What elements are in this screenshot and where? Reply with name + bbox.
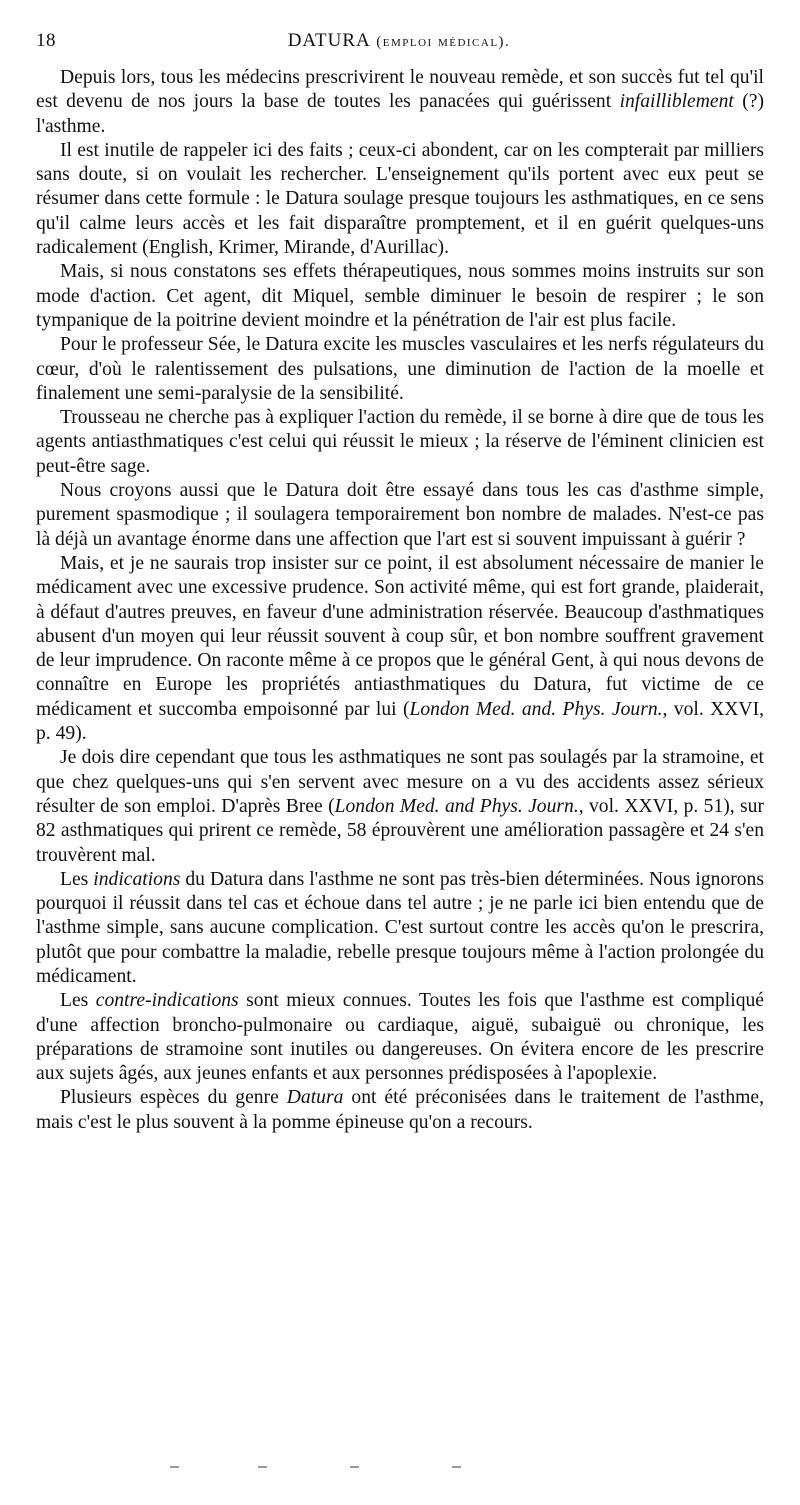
text-run: Les	[60, 990, 96, 1012]
text-run: (?) l'asthme.	[36, 91, 764, 137]
italic-text: London Med. and Phys. Journ.	[334, 795, 579, 817]
text-run: Trousseau ne cherche pas à expliquer l'action du remède, il se borne à dire que de tous les agents antiasthmatiques c'est celui qui réussit le mieux ; la réserve de l'éminent clinicien est peut-être sage.	[36, 407, 764, 477]
text-run: , vol. XXVI, p. 49).	[36, 698, 764, 745]
text-run: Plusieurs espèces du genre	[60, 1087, 287, 1109]
paragraph	[36, 66, 764, 139]
footer-marks	[0, 1466, 800, 1472]
paragraph	[36, 139, 764, 260]
footer-mark	[170, 1466, 179, 1468]
paragraph	[36, 552, 764, 746]
text-run: Nous croyons aussi que le Datura doit être essayé dans tous les cas d'asthme simple, purement spasmodique ; il soulagera temporairement bon nombre de malades. N'est-ce pas là déjà un avantage énorme dans une affection que l'art est si souvent impuissant à guérir ?	[36, 480, 764, 550]
page-number: 18	[36, 30, 56, 51]
paragraph	[36, 260, 764, 333]
text-run: Il est inutile de rappeler ici des faits ; ceux-ci abondent, car on les compterait par milliers sans doute, si on voulait les rechercher. L'enseignement qu'ils portent avec eux peut se résumer dans cette formule : le Datura soulage presque toujours les asthmatiques, en ce sens qu'il calme leurs accès et les fait disparaître promptement, et il en guérit quelques-uns radicalement (English, Krimer, Mirande, d'Aurillac).	[36, 139, 764, 259]
footer-mark	[258, 1466, 267, 1468]
paragraph	[36, 989, 764, 1086]
text-run: ont été préconisées dans le traitement de l'asthme, mais c'est le plus souvent à la pomme épineuse qu'on a recours.	[36, 1087, 764, 1133]
italic-text: London Med. and. Phys. Journ.	[409, 698, 663, 720]
body-text	[36, 66, 764, 1135]
running-head-title: DATURA	[287, 30, 371, 51]
paragraph	[36, 1086, 764, 1135]
text-run: Mais, et je ne saurais trop insister sur ce point, il est absolument nécessaire de manier le médicament avec une excessive prudence. Son activité même, qui est fort grande, plaiderait, à défaut d'autres preuves, en faveur d'une administration réservée. Beaucoup d'asthmatiques abusent d'un moyen qui leur réussit souvent à coup sûr, et bon nombre souffrent gravement de leur imprudence. On raconte même à ce propos que le général Gent, à qui nous devons de connaître en Europe les propriétés antiasthmatiques du Datura, fut victime de ce médicament et succomba empoisonné par lui (	[36, 552, 764, 720]
running-head-subtitle: (emploi médical).	[376, 34, 511, 50]
paragraph	[36, 746, 764, 867]
paragraph	[36, 868, 764, 989]
text-run: sont mieux connues. Toutes les fois que l'asthme est compliqué d'une affection broncho-pulmonaire ou cardiaque, aiguë, subaiguë ou chronique, les préparations de stramoine sont inutiles ou dangereuses. On évitera encore de les prescrire aux sujets âgés, aux jeunes enfants et aux personnes prédisposées à l'apoplexie.	[36, 990, 764, 1085]
italic-text: infailliblement	[619, 91, 734, 113]
footer-mark	[350, 1466, 359, 1468]
text-run: du Datura dans l'asthme ne sont pas très-bien déterminées. Nous ignorons pourquoi il réussit dans tel cas et échoue dans tel autre ; je ne parle ici bien entendu que de l'asthme simple, sans aucune complication. C'est surtout contre les accès qu'on le prescrira, plutôt que pour combattre la maladie, rebelle presque toujours même à l'action prolongée du médicament.	[36, 868, 764, 987]
text-run: , vol. XXVI, p. 51), sur 82 asthmatiques qui prirent ce remède, 58 éprouvèrent une amélioration passagère et 24 s'en trouvèrent mal.	[36, 795, 764, 866]
text-run: Depuis lors, tous les médecins prescrivirent le nouveau remède, et son succès fut tel qu'il est devenu de nos jours la base de toutes les panacées qui guérissent	[36, 67, 764, 113]
text-run: Mais, si nous constatons ses effets thérapeutiques, nous sommes moins instruits sur son mode d'action. Cet agent, dit Miquel, semble diminuer le besoin de respirer ; le son tympanique de la poitrine devient moindre et la pénétration de l'air est plus facile.	[36, 261, 764, 331]
text-run: Pour le professeur Sée, le Datura excite les muscles vasculaires et les nerfs régulateurs du cœur, d'où le ralentissement des pulsations, une diminution de l'action de la moelle et finalement une semi-paralysie de la sensibilité.	[36, 334, 764, 404]
footer-mark	[452, 1466, 461, 1468]
paragraph	[36, 406, 764, 479]
page-header	[36, 30, 762, 56]
text-run: Les	[60, 868, 94, 890]
running-head	[36, 30, 762, 52]
paragraph	[36, 479, 764, 552]
text-run: Je dois dire cependant que tous les asthmatiques ne sont pas soulagés par la stramoine, et que chez quelques-uns qui s'en servent avec mesure on a vu des accidents assez sérieux résulter de son emploi. D'après Bree (	[36, 747, 764, 817]
italic-text: indications	[93, 868, 181, 890]
paragraph	[36, 333, 764, 406]
italic-text: Datura	[286, 1087, 344, 1109]
italic-text: contre-indications	[95, 990, 239, 1012]
